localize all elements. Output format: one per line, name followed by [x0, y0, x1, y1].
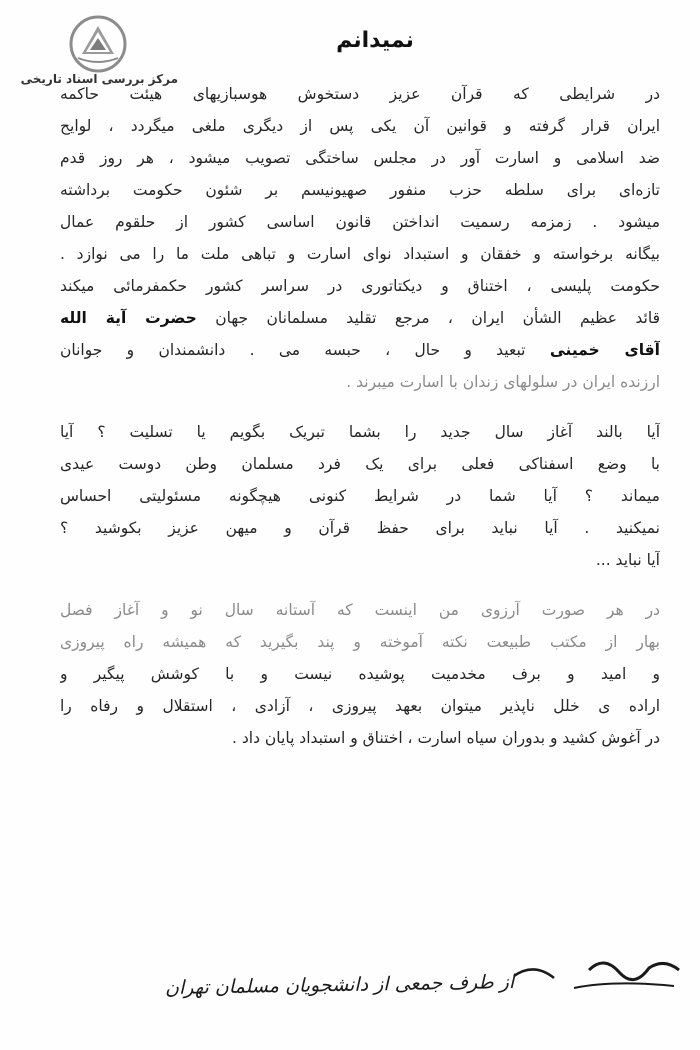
text-line-3: ضد اسلامی و اسارت آور در مجلس ساختگی تصویب میشود ، هر روز قدم: [60, 149, 660, 167]
text-line-15: آیا نباید ...: [595, 551, 660, 569]
leader-status: تبعید و حال ، حبسه می . دانشمندان و جوانان: [60, 341, 526, 359]
text-line-8: [60, 306, 660, 330]
leader-title: حضرت آیة الله: [60, 309, 197, 327]
text-line-5: میشود . زمزمه رسمیت انداختن قانون اساسی کشور از حلقوم عمال: [60, 213, 660, 231]
text-line-4: تازه‌ای برای سلطه حزب منفور صهیونیسم بر شئون حکومت برداشته: [60, 181, 660, 199]
signature-text: از طرف جمعی از دانشجویان مسلمان تهران: [164, 970, 515, 1000]
text-line-1: در شرایطی که قرآن عزیز دستخوش هوسبازیهای هیئت حاکمه: [60, 85, 660, 103]
text-line-6: بیگانه برخواسته و خفقان و استبداد نوای اسارت و تباهی ملت ما را می نوازد .: [60, 245, 660, 263]
logo-caption: مرکز بررسی اسناد تاریخی: [20, 72, 178, 86]
leader-name: آقای خمینی: [549, 341, 660, 359]
text-line-13: میماند ؟ آیا شما در شرایط کنونی هیچگونه مسئولیتی احساس: [60, 487, 660, 505]
text-line-11: آیا بالند آغاز سال جدید را بشما تبریک بگویم یا تسلیت ؟ آیا: [60, 423, 660, 441]
text-line-17: بهار از مکتب طبیعت نکته آموخته و پند بگیرید که همیشه راه پیروزی: [60, 633, 660, 651]
signature: [14, 950, 694, 1020]
text-line-18: و امید و برف مخدمیت پوشیده نیست و با کوشش پیگیر و: [60, 665, 660, 683]
text-line-19: اراده ی خلل ناپذیر میتوان بعهد پیروزی ، آزادی ، استقلال و رفاه را: [60, 697, 660, 715]
page-title: نمیدانم: [336, 28, 414, 53]
leader-phrase: قائد عظیم الشأن ایران ، مرجع تقلید مسلمانان جهان: [215, 309, 660, 327]
text-line-7: حکومت پلیسی ، اختناق و دیکتاتوری در سراسر کشور حکمفرمائی میکند: [60, 277, 660, 295]
text-line-9: [60, 338, 660, 362]
text-line-14: نمیکنید . آیا نباید برای حفظ قرآن و میهن عزیز بکوشید ؟: [60, 519, 660, 537]
text-line-10: ارزنده ایران در سلولهای زندان با اسارت میبرند .: [346, 373, 660, 391]
text-line-2: ایران قرار گرفته و قوانین آن یکی پس از دیگری ملغی میگردد ، لوایح: [60, 117, 660, 135]
text-line-20: در آغوش کشید و بدوران سیاه اسارت ، اختناق و استبداد پایان داد .: [232, 729, 660, 747]
archive-seal-icon: [68, 14, 128, 74]
text-line-12: با وضع اسفناکی فعلی برای یک فرد مسلمان وطن دوست عیدی: [60, 455, 660, 473]
text-line-16: در هر صورت آرزوی من اینست که آستانه سال نو و آغاز فصل: [60, 601, 660, 619]
